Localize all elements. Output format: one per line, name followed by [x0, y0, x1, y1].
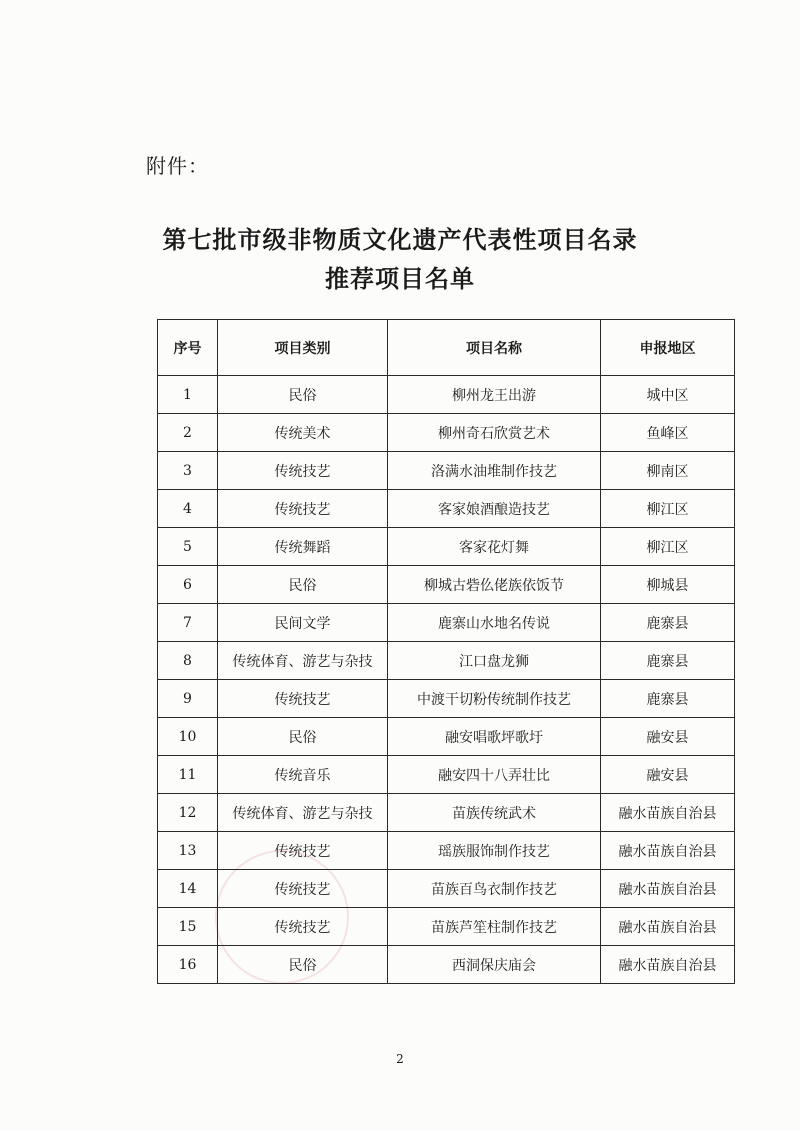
- table-row: [158, 870, 735, 908]
- table-row: [158, 528, 735, 566]
- cell-project-category: 传统技艺: [218, 908, 388, 946]
- cell-project-category: 传统舞蹈: [218, 528, 388, 566]
- cell-serial-number: 3: [158, 452, 218, 490]
- cell-serial-number: 10: [158, 718, 218, 756]
- cell-project-category: 传统体育、游艺与杂技: [218, 794, 388, 832]
- cell-project-name: 客家花灯舞: [388, 528, 601, 566]
- page-number: 2: [396, 1052, 404, 1066]
- document-subtitle: 推荐项目名单: [325, 264, 475, 293]
- cell-serial-number: 7: [158, 604, 218, 642]
- cell-project-category: 传统技艺: [218, 870, 388, 908]
- cell-project-name: 柳州奇石欣赏艺术: [388, 414, 601, 452]
- cell-region: 融水苗族自治县: [601, 832, 735, 870]
- cell-region: 融水苗族自治县: [601, 946, 735, 984]
- cell-serial-number: 1: [158, 376, 218, 414]
- cell-region: 融水苗族自治县: [601, 908, 735, 946]
- header-project-category: 项目类别: [218, 320, 388, 376]
- cell-project-category: 民俗: [218, 376, 388, 414]
- cell-project-category: 民间文学: [218, 604, 388, 642]
- cell-serial-number: 11: [158, 756, 218, 794]
- table-row: [158, 604, 735, 642]
- table-row: [158, 794, 735, 832]
- table-row: [158, 376, 735, 414]
- header-serial-number: 序号: [158, 320, 218, 376]
- cell-region: 鹿寨县: [601, 604, 735, 642]
- cell-project-name: 苗族芦笙柱制作技艺: [388, 908, 601, 946]
- cell-serial-number: 14: [158, 870, 218, 908]
- cell-project-category: 传统美术: [218, 414, 388, 452]
- cell-serial-number: 6: [158, 566, 218, 604]
- cell-region: 柳南区: [601, 452, 735, 490]
- cell-region: 柳城县: [601, 566, 735, 604]
- cell-project-category: 传统技艺: [218, 832, 388, 870]
- cell-project-name: 苗族传统武术: [388, 794, 601, 832]
- cell-project-name: 中渡干切粉传统制作技艺: [388, 680, 601, 718]
- table-row: [158, 908, 735, 946]
- cell-project-name: 柳州龙王出游: [388, 376, 601, 414]
- cell-serial-number: 16: [158, 946, 218, 984]
- cell-project-name: 柳城古砦仫佬族依饭节: [388, 566, 601, 604]
- cell-serial-number: 15: [158, 908, 218, 946]
- cell-region: 融安县: [601, 718, 735, 756]
- table-header-row: [158, 320, 735, 376]
- project-list-table: [157, 319, 735, 984]
- cell-project-name: 融安唱歌坪歌圩: [388, 718, 601, 756]
- table-row: [158, 490, 735, 528]
- cell-project-name: 鹿寨山水地名传说: [388, 604, 601, 642]
- header-region: 申报地区: [601, 320, 735, 376]
- cell-region: 鹿寨县: [601, 680, 735, 718]
- header-project-name: 项目名称: [388, 320, 601, 376]
- table-row: [158, 414, 735, 452]
- table-row: [158, 566, 735, 604]
- cell-project-category: 民俗: [218, 566, 388, 604]
- cell-serial-number: 8: [158, 642, 218, 680]
- cell-region: 柳江区: [601, 528, 735, 566]
- cell-project-name: 江口盘龙狮: [388, 642, 601, 680]
- cell-project-category: 民俗: [218, 718, 388, 756]
- cell-serial-number: 12: [158, 794, 218, 832]
- cell-serial-number: 13: [158, 832, 218, 870]
- table-body: [158, 376, 735, 984]
- cell-serial-number: 9: [158, 680, 218, 718]
- cell-project-name: 洛满水油堆制作技艺: [388, 452, 601, 490]
- cell-project-name: 融安四十八弄壮比: [388, 756, 601, 794]
- cell-region: 鱼峰区: [601, 414, 735, 452]
- table-row: [158, 680, 735, 718]
- cell-region: 柳江区: [601, 490, 735, 528]
- cell-project-category: 民俗: [218, 946, 388, 984]
- cell-project-category: 传统技艺: [218, 680, 388, 718]
- cell-region: 融水苗族自治县: [601, 870, 735, 908]
- cell-region: 融水苗族自治县: [601, 794, 735, 832]
- cell-serial-number: 4: [158, 490, 218, 528]
- cell-project-category: 传统体育、游艺与杂技: [218, 642, 388, 680]
- table-row: [158, 756, 735, 794]
- cell-project-name: 西洞保庆庙会: [388, 946, 601, 984]
- attachment-label: 附件：: [146, 154, 209, 178]
- cell-region: 融安县: [601, 756, 735, 794]
- cell-project-category: 传统技艺: [218, 452, 388, 490]
- cell-serial-number: 2: [158, 414, 218, 452]
- cell-region: 城中区: [601, 376, 735, 414]
- cell-project-name: 客家娘酒酿造技艺: [388, 490, 601, 528]
- cell-region: 鹿寨县: [601, 642, 735, 680]
- table-row: [158, 642, 735, 680]
- cell-project-category: 传统技艺: [218, 490, 388, 528]
- cell-project-name: 瑶族服饰制作技艺: [388, 832, 601, 870]
- table-row: [158, 832, 735, 870]
- cell-project-name: 苗族百鸟衣制作技艺: [388, 870, 601, 908]
- table-row: [158, 452, 735, 490]
- cell-serial-number: 5: [158, 528, 218, 566]
- table-row: [158, 946, 735, 984]
- cell-project-category: 传统音乐: [218, 756, 388, 794]
- document-title: 第七批市级非物质文化遗产代表性项目名录: [162, 225, 638, 254]
- table-row: [158, 718, 735, 756]
